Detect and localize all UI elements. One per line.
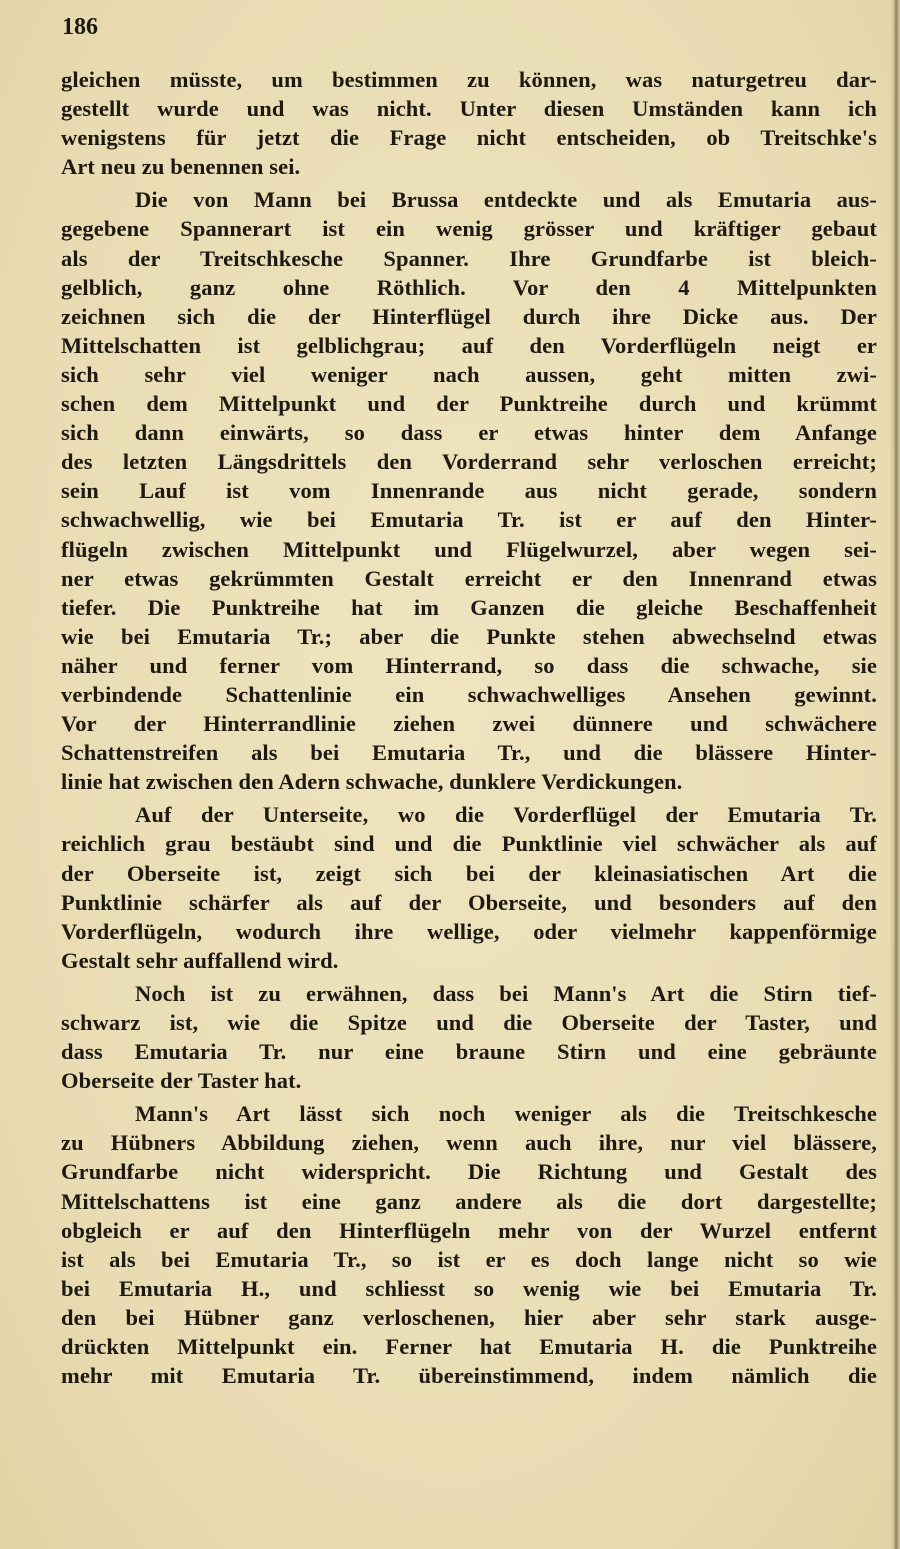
paragraph [61,979,877,1095]
text-line: gleichen müsste, um bestimmen zu können, was naturgetreu dar- [61,67,877,92]
text-line: zu Hübners Abbildung ziehen, wenn auch ihre, nur viel blässere, [61,1130,877,1156]
text-line: Schattenstreifen als bei Emutaria Tr., und die blässere Hinter- [61,740,877,766]
text-line: Mann's Art lässt sich noch weniger als die Treitschkesche [135,1101,877,1127]
text-line: wenigstens für jetzt die Frage nicht entscheiden, ob Treitschke's [61,125,877,151]
text-line: des letzten Längsdrittels den Vorderrand sehr verloschen erreicht; [61,449,877,475]
text-line: obgleich er auf den Hinterflügeln mehr von der Wurzel entfernt [61,1217,877,1243]
text-line: gestellt wurde und was nicht. Unter diesen Umständen kann ich [61,96,877,122]
text-line: wie bei Emutaria Tr.; aber die Punkte stehen abwechselnd etwas [61,623,877,649]
text-line: schwachwellig, wie bei Emutaria Tr. ist er auf den Hinter- [61,507,877,533]
text-line: als der Treitschkesche Spanner. Ihre Grundfarbe ist bleich- [61,245,877,271]
text-line: dass Emutaria Tr. nur eine braune Stirn und eine gebräunte [61,1039,877,1065]
paragraph [61,65,877,181]
page-edge [890,0,900,1549]
text-line: drückten Mittelpunkt ein. Ferner hat Emutaria H. die Punktreihe [61,1334,877,1360]
text-line: Mittelschattens ist eine ganz andere als die dort dargestellte; [61,1188,877,1214]
text-line: zeichnen sich die der Hinterflügel durch ihre Dicke aus. Der [61,303,877,329]
text-line: Vorderflügeln, wodurch ihre wellige, oder vielmehr kappenförmige [61,918,877,944]
text-line: sein Lauf ist vom Innenrande aus nicht gerade, sondern [61,478,877,504]
text-line: Punktlinie schärfer als auf der Oberseite, und besonders auf den [61,889,877,915]
text-line: gelblich, ganz ohne Röthlich. Vor den 4 Mittelpunkten [61,274,877,300]
text-line: linie hat zwischen den Adern schwache, dunklere Verdickungen. [61,769,683,795]
paragraph [61,185,877,796]
text-line: reichlich grau bestäubt sind und die Punktlinie viel schwächer als auf [61,831,877,857]
text-line: bei Emutaria H., und schliesst so wenig wie bei Emutaria Tr. [61,1275,877,1301]
text-line: der Oberseite ist, zeigt sich bei der kleinasiatischen Art die [61,860,877,886]
page-number: 186 [62,14,98,40]
text-line: gegebene Spannerart ist ein wenig grösser und kräftiger gebaut [61,216,877,242]
text-line: Oberseite der Taster hat. [61,1068,302,1094]
paragraph [61,800,877,975]
body-text [61,65,877,1390]
text-line: Vor der Hinterrandlinie ziehen zwei dünnere und schwächere [61,711,877,737]
text-line: sich dann einwärts, so dass er etwas hinter dem Anfange [61,420,877,446]
text-line: ist als bei Emutaria Tr., so ist er es doch lange nicht so wie [61,1246,877,1272]
text-line: Die von Mann bei Brussa entdeckte und als Emutaria aus- [135,187,877,213]
text-line: Grundfarbe nicht widerspricht. Die Richtung und Gestalt des [61,1159,877,1185]
paragraph [61,1099,877,1390]
text-line: ner etwas gekrümmten Gestalt erreicht er den Innenrand etwas [61,565,877,591]
text-line: Mittelschatten ist gelblichgrau; auf den Vorderflügeln neigt er [61,332,877,358]
text-line: näher und ferner vom Hinterrand, so dass die schwache, sie [61,652,877,678]
text-line: schwarz ist, wie die Spitze und die Oberseite der Taster, und [61,1010,877,1035]
text-line: Auf der Unterseite, wo die Vorderflügel der Emutaria Tr. [135,802,877,828]
text-line: schen dem Mittelpunkt und der Punktreihe durch und krümmt [61,391,877,417]
text-line: Gestalt sehr auffallend wird. [61,947,339,973]
text-line: Noch ist zu erwähnen, dass bei Mann's Art die Stirn tief- [135,980,877,1006]
text-line: tiefer. Die Punktreihe hat im Ganzen die gleiche Beschaffenheit [61,594,877,620]
text-line: den bei Hübner ganz verloschenen, hier aber sehr stark ausge- [61,1304,877,1330]
text-line: mehr mit Emutaria Tr. übereinstimmend, indem nämlich die [61,1363,877,1389]
text-line: Art neu zu benennen sei. [61,154,301,180]
text-line: verbindende Schattenlinie ein schwachwelliges Ansehen gewinnt. [61,681,877,707]
text-line: flügeln zwischen Mittelpunkt und Flügelwurzel, aber wegen sei- [61,536,877,562]
text-line: sich sehr viel weniger nach aussen, geht mitten zwi- [61,361,877,387]
